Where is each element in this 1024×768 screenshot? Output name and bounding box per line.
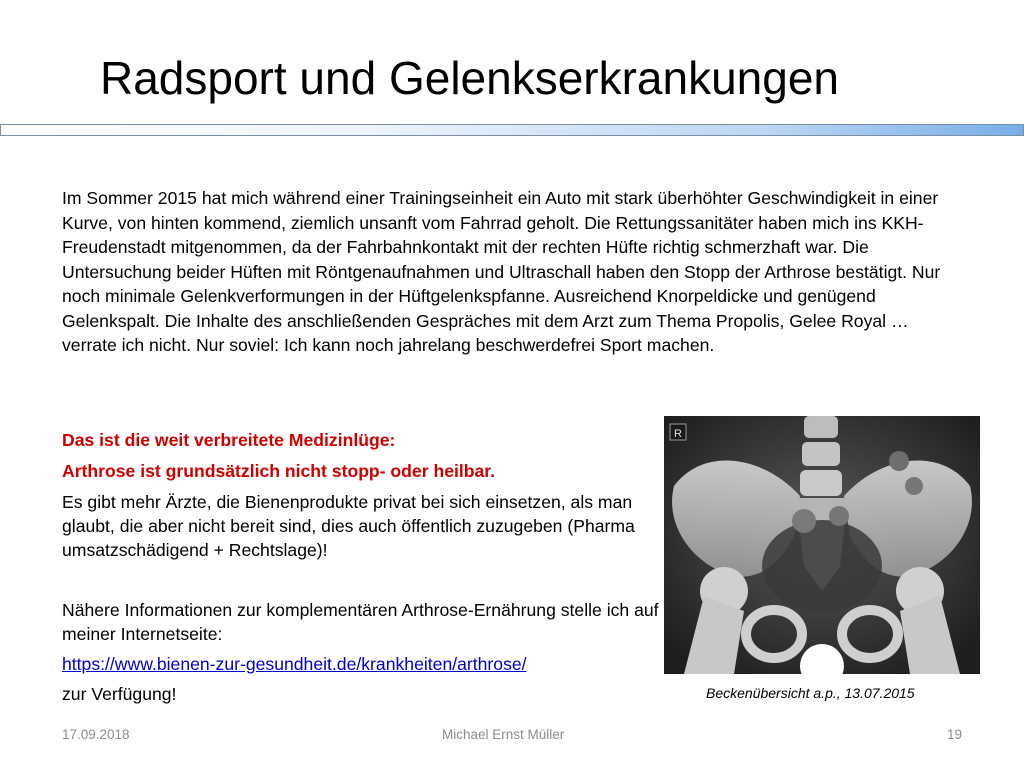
xray-marker: R — [674, 428, 682, 440]
intro-paragraph: Im Sommer 2015 hat mich während einer Trainingseinheit ein Auto mit stark überhöhter Geschwindigkeit in einer Kurve, von hinten kommend, ziemlich unsanft vom Fahrrad geholt. Die Rettungssanitäter haben mich ins KKH-Freudenstadt mitgenommen, da der Fahrbahnkontakt mit der rechten Hüfte richtig schmerzhaft war. Die Untersuchung beider Hüften mit Röntgenaufnahmen und Ultraschall haben den Stopp der Arthrose bestätigt. Nur noch minimale Gelenkverformungen in der Hüftgelenkspfanne. Ausreichend Knorpeldicke und genügend Gelenkspalt. Die Inhalte des anschließenden Gespräches mit dem Arzt zum Thema Propolis, Gelee Royal … verrate ich nicht. Nur soviel: Ich kann noch jahrelang beschwerdefrei Sport machen. — [62, 188, 941, 355]
highlight-line-2: Arthrose ist grundsätzlich nicht stopp- oder heilbar. — [62, 461, 496, 481]
title-divider — [0, 124, 1024, 136]
highlight-line-1: Das ist die weit verbreitete Medizinlüge: — [62, 430, 396, 450]
footer-page-number: 19 — [947, 727, 963, 742]
footer-date: 17.09.2018 — [62, 727, 130, 742]
info-paragraph: Nähere Informationen zur komplementären Arthrose-Ernährung stelle ich auf meiner Internetseite: — [62, 600, 659, 644]
closing-text: zur Verfügung! — [62, 684, 177, 704]
slide-title: Radsport und Gelenkserkrankungen — [100, 52, 840, 104]
image-caption: Beckenübersicht a.p., 13.07.2015 — [706, 685, 915, 701]
pelvis-xray-image — [664, 416, 980, 674]
footer-author: Michael Ernst Müller — [442, 727, 565, 742]
doctors-paragraph: Es gibt mehr Ärzte, die Bienenprodukte privat bei sich einsetzen, als man glaubt, die aber nicht bereit sind, dies auch öffentlich zuzugeben (Pharma umsatzschädigend + Rechtslage)! — [62, 492, 635, 560]
arthrose-link[interactable]: https://www.bienen-zur-gesundheit.de/krankheiten/arthrose/ — [62, 654, 527, 674]
